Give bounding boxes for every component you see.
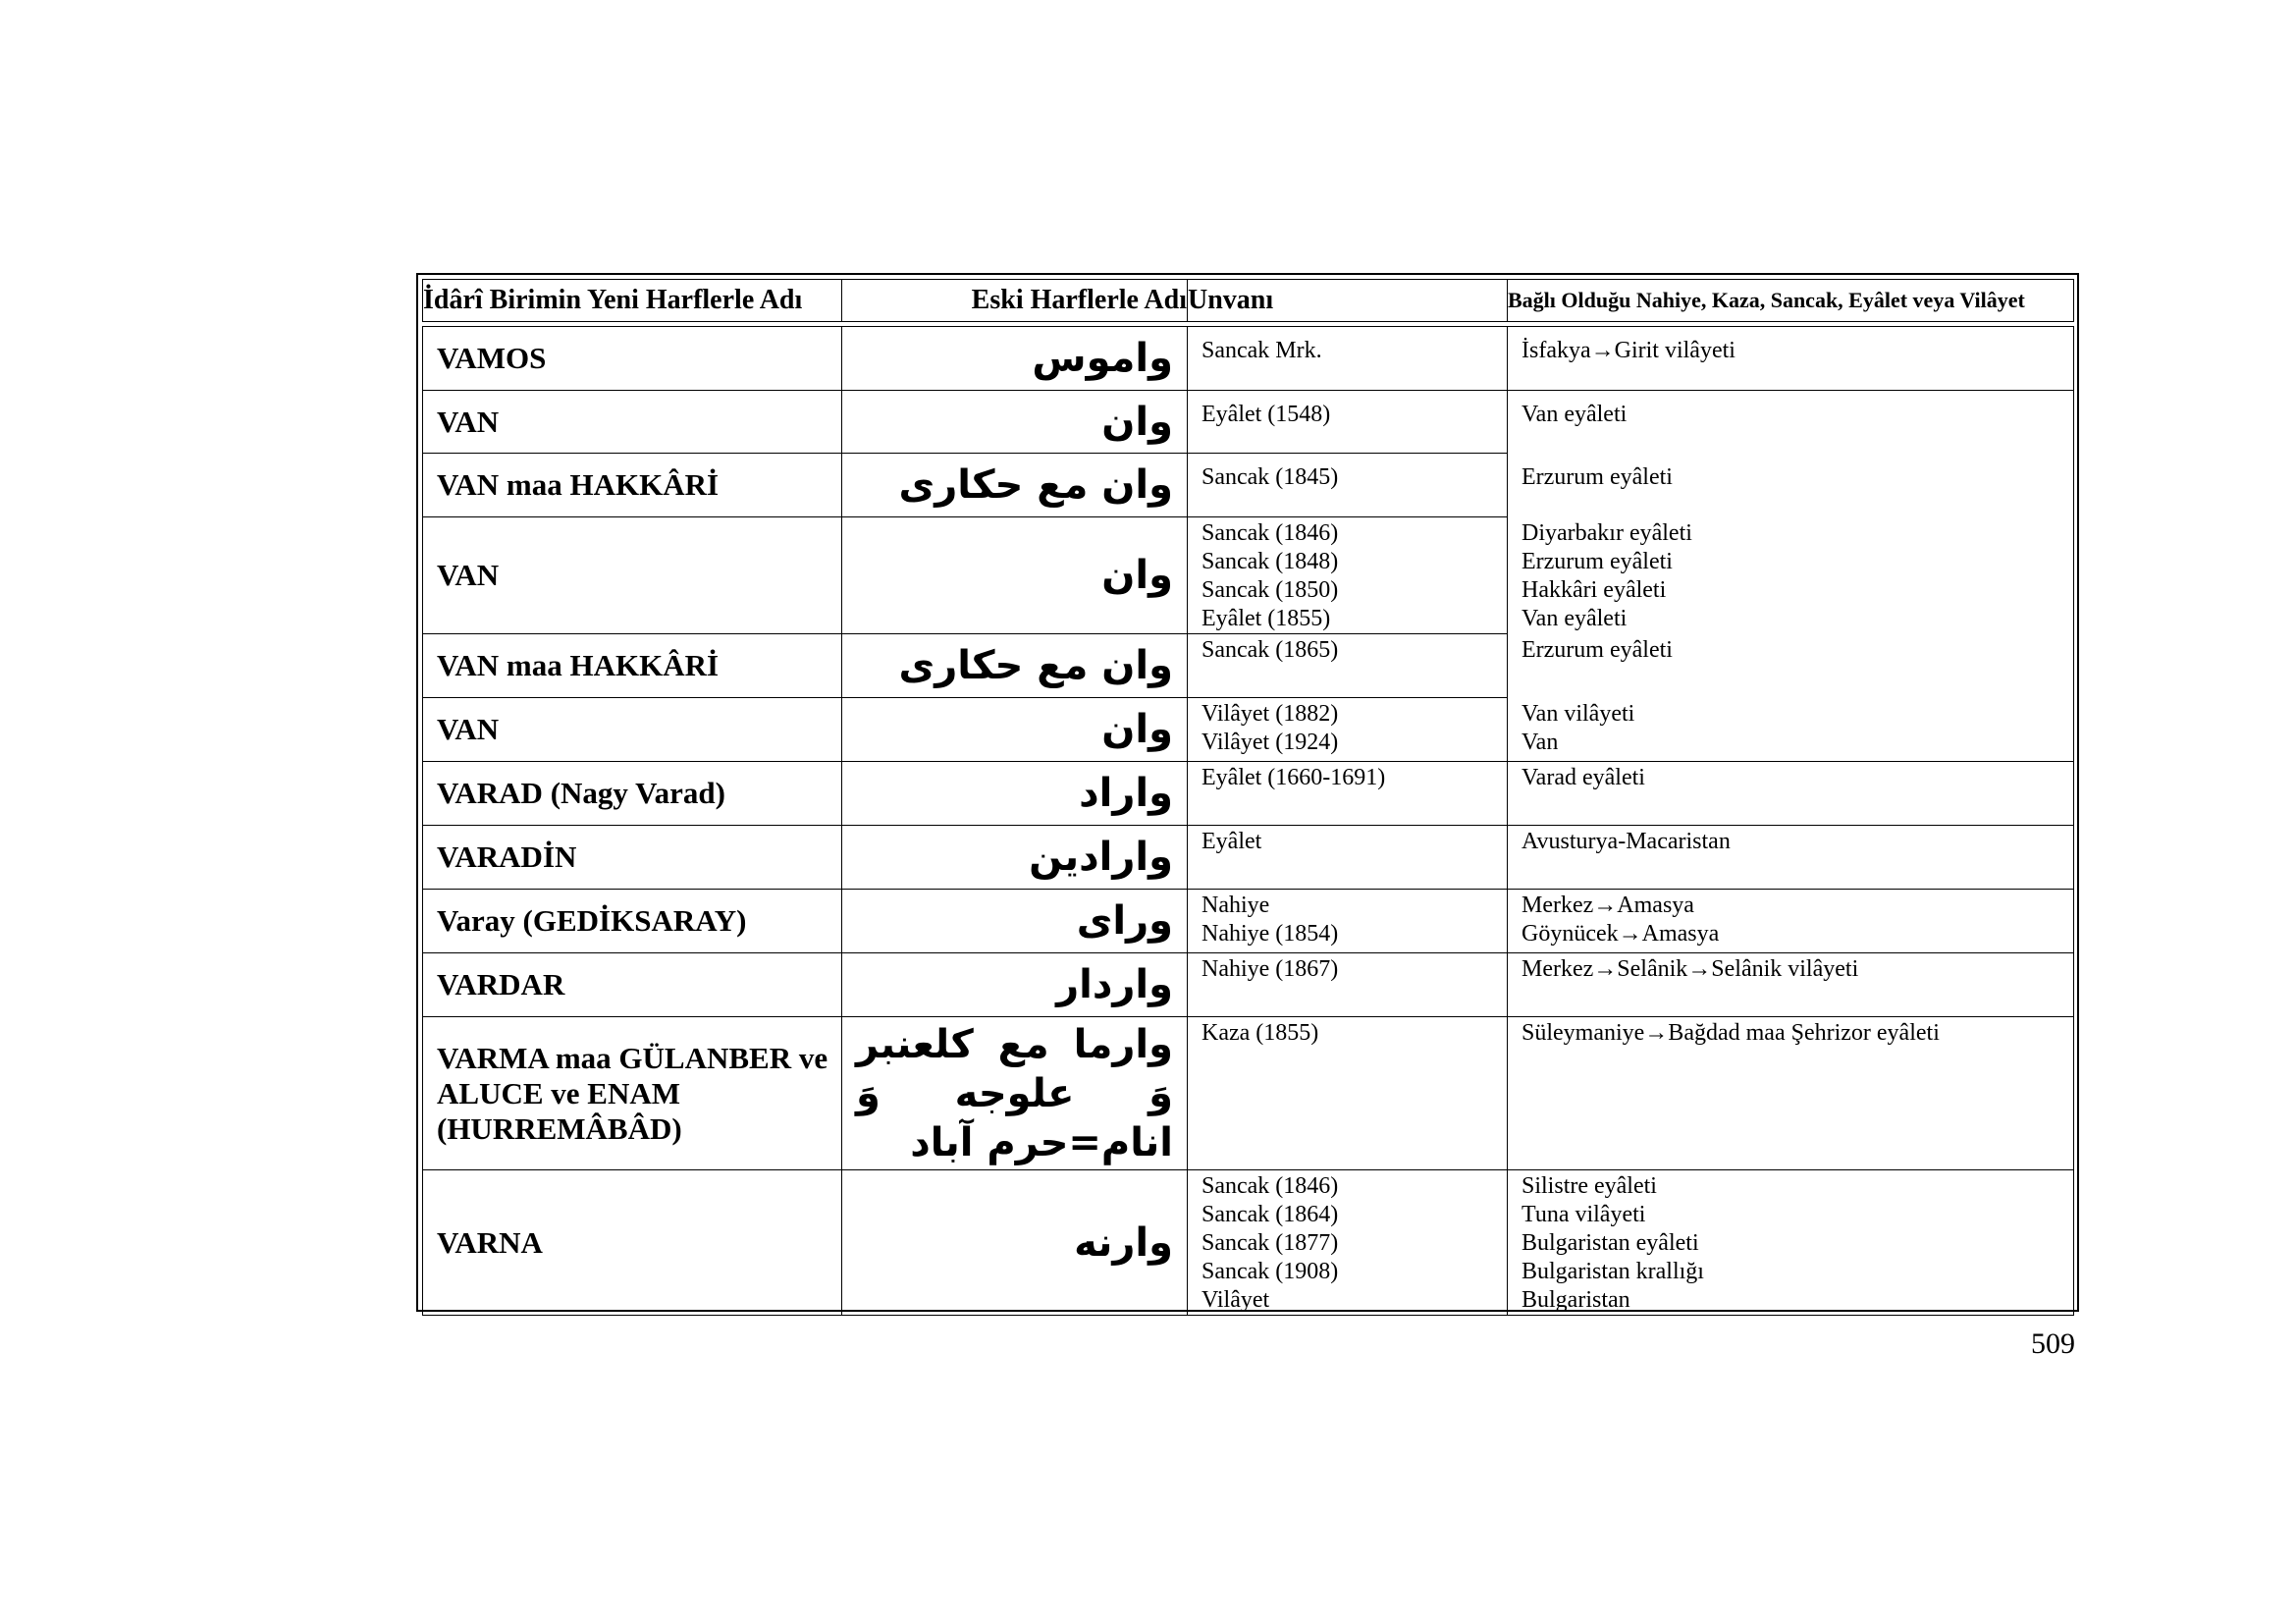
unit-name: VAN maa HAKKÂRİ bbox=[423, 634, 842, 698]
unit-name: VARAD (Nagy Varad) bbox=[423, 762, 842, 826]
unit-titles: Sancak (1865) bbox=[1188, 634, 1508, 698]
header-parent: Bağlı Olduğu Nahiye, Kaza, Sancak, Eyâlet veya Vilâyet bbox=[1508, 280, 2074, 322]
unit-titles: Eyâlet bbox=[1188, 826, 1508, 890]
table-row bbox=[423, 762, 2074, 826]
unit-parents: Erzurum eyâleti bbox=[1508, 454, 2074, 517]
unit-name: VAN bbox=[423, 391, 842, 454]
table-row bbox=[423, 826, 2074, 890]
page-number: 509 bbox=[2031, 1327, 2075, 1360]
unit-name: VARDAR bbox=[423, 953, 842, 1017]
unit-titles: Sancak (1845) bbox=[1188, 454, 1508, 517]
table-row bbox=[423, 1170, 2074, 1316]
unit-old-name: واردار bbox=[842, 953, 1188, 1017]
unit-old-name: وراى bbox=[842, 890, 1188, 953]
table-row bbox=[423, 327, 2074, 391]
unit-parents: Erzurum eyâleti bbox=[1508, 634, 2074, 698]
unit-name: VARADİN bbox=[423, 826, 842, 890]
unit-old-name: وارما مع كلعنبر وَ علوجه وَ انام=حرم آباد bbox=[842, 1017, 1188, 1170]
unit-name: VARNA bbox=[423, 1170, 842, 1316]
unit-old-name: واراد bbox=[842, 762, 1188, 826]
unit-old-name: وان مع حكارى bbox=[842, 634, 1188, 698]
unit-parents: Van vilâyeti Van bbox=[1508, 698, 2074, 762]
unit-titles: Vilâyet (1882) Vilâyet (1924) bbox=[1188, 698, 1508, 762]
unit-old-name: واموس bbox=[842, 327, 1188, 391]
unit-parents: Süleymaniye→Bağdad maa Şehrizor eyâleti bbox=[1508, 1017, 2074, 1170]
admin-units-table bbox=[422, 279, 2074, 1316]
table-row bbox=[423, 634, 2074, 698]
unit-name: VARMA maa GÜLANBER ve ALUCE ve ENAM (HURREMÂBÂD) bbox=[423, 1017, 842, 1170]
table-row bbox=[423, 454, 2074, 517]
unit-titles: Kaza (1855) bbox=[1188, 1017, 1508, 1170]
table-row bbox=[423, 391, 2074, 454]
unit-titles: Sancak (1846) Sancak (1848) Sancak (1850) Eyâlet (1855) bbox=[1188, 517, 1508, 634]
unit-name: VAN bbox=[423, 517, 842, 634]
unit-name: VAN bbox=[423, 698, 842, 762]
unit-parents: Varad eyâleti bbox=[1508, 762, 2074, 826]
table-row bbox=[423, 698, 2074, 762]
unit-titles: Eyâlet (1660-1691) bbox=[1188, 762, 1508, 826]
unit-old-name: وان bbox=[842, 391, 1188, 454]
unit-old-name: وارادين bbox=[842, 826, 1188, 890]
unit-old-name: وارنه bbox=[842, 1170, 1188, 1316]
table-row bbox=[423, 953, 2074, 1017]
unit-parents: Silistre eyâleti Tuna vilâyeti Bulgaristan eyâleti Bulgaristan krallığı Bulgaristan bbox=[1508, 1170, 2074, 1316]
unit-old-name: وان مع حكارى bbox=[842, 454, 1188, 517]
unit-parents: Avusturya-Macaristan bbox=[1508, 826, 2074, 890]
unit-titles: Nahiye (1867) bbox=[1188, 953, 1508, 1017]
unit-name: Varay (GEDİKSARAY) bbox=[423, 890, 842, 953]
header-name-new: İdârî Birimin Yeni Harflerle Adı bbox=[423, 280, 842, 322]
table-header-row bbox=[423, 280, 2074, 322]
unit-parents: Merkez→Amasya Göynücek→Amasya bbox=[1508, 890, 2074, 953]
unit-name: VAN maa HAKKÂRİ bbox=[423, 454, 842, 517]
unit-name: VAMOS bbox=[423, 327, 842, 391]
unit-old-name: وان bbox=[842, 517, 1188, 634]
unit-titles: Sancak (1846) Sancak (1864) Sancak (1877) Sancak (1908) Vilâyet bbox=[1188, 1170, 1508, 1316]
unit-parents: Merkez→Selânik→Selânik vilâyeti bbox=[1508, 953, 2074, 1017]
unit-parents: İsfakya→Girit vilâyeti bbox=[1508, 327, 2074, 391]
table-row bbox=[423, 890, 2074, 953]
header-name-old: Eski Harflerle Adı bbox=[842, 280, 1188, 322]
unit-old-name: وان bbox=[842, 698, 1188, 762]
header-title: Unvanı bbox=[1188, 280, 1508, 322]
unit-titles: Nahiye Nahiye (1854) bbox=[1188, 890, 1508, 953]
unit-titles: Sancak Mrk. bbox=[1188, 327, 1508, 391]
unit-parents: Van eyâleti bbox=[1508, 391, 2074, 454]
unit-titles: Eyâlet (1548) bbox=[1188, 391, 1508, 454]
table-row bbox=[423, 517, 2074, 634]
table-row bbox=[423, 1017, 2074, 1170]
unit-parents: Diyarbakır eyâleti Erzurum eyâleti Hakkâri eyâleti Van eyâleti bbox=[1508, 517, 2074, 634]
